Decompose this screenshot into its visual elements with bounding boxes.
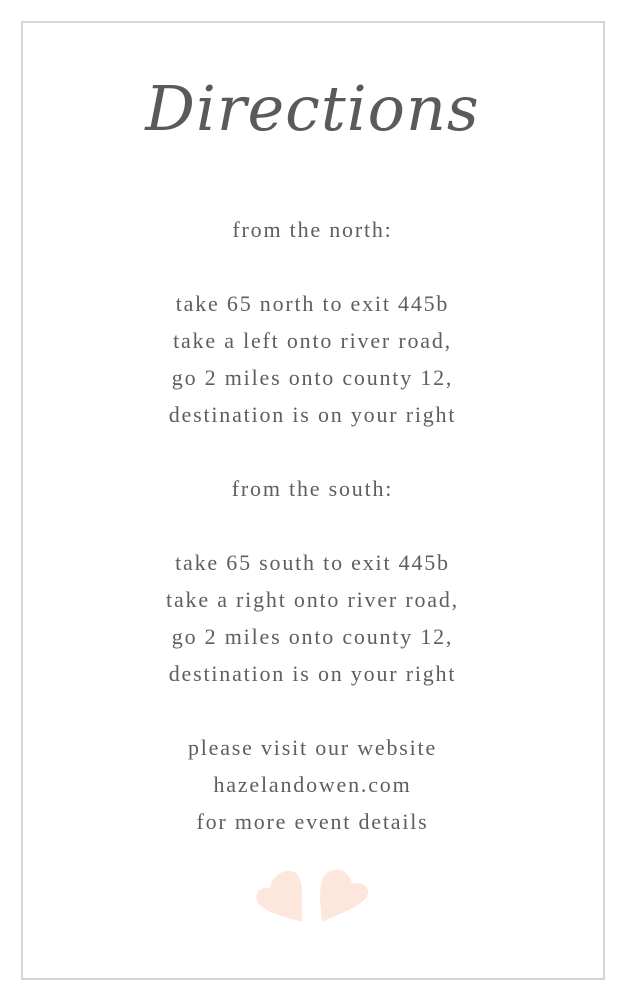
south-line: go 2 miles onto county 12, — [171, 624, 454, 649]
page-title: Directions — [145, 72, 480, 145]
north-line: destination is on your right — [168, 402, 457, 427]
north-line: go 2 miles onto county 12, — [171, 365, 454, 390]
south-line: take 65 south to exit 445b — [175, 550, 450, 575]
south-heading: from the south: — [231, 476, 394, 501]
footer-line: please visit our website — [187, 735, 438, 760]
south-line: take a right onto river road, — [166, 587, 459, 612]
north-line: take 65 north to exit 445b — [175, 291, 450, 316]
heart-right-icon — [320, 870, 368, 922]
south-line: destination is on your right — [168, 661, 457, 686]
footer-line: for more event details — [196, 809, 429, 834]
directions-body — [0, 211, 625, 840]
website-link[interactable]: hazelandowen.com — [213, 772, 412, 797]
north-heading: from the north: — [232, 217, 393, 242]
north-line: take a left onto river road, — [173, 328, 452, 353]
two-hearts-icon — [254, 868, 372, 924]
heart-left-icon — [256, 871, 302, 922]
